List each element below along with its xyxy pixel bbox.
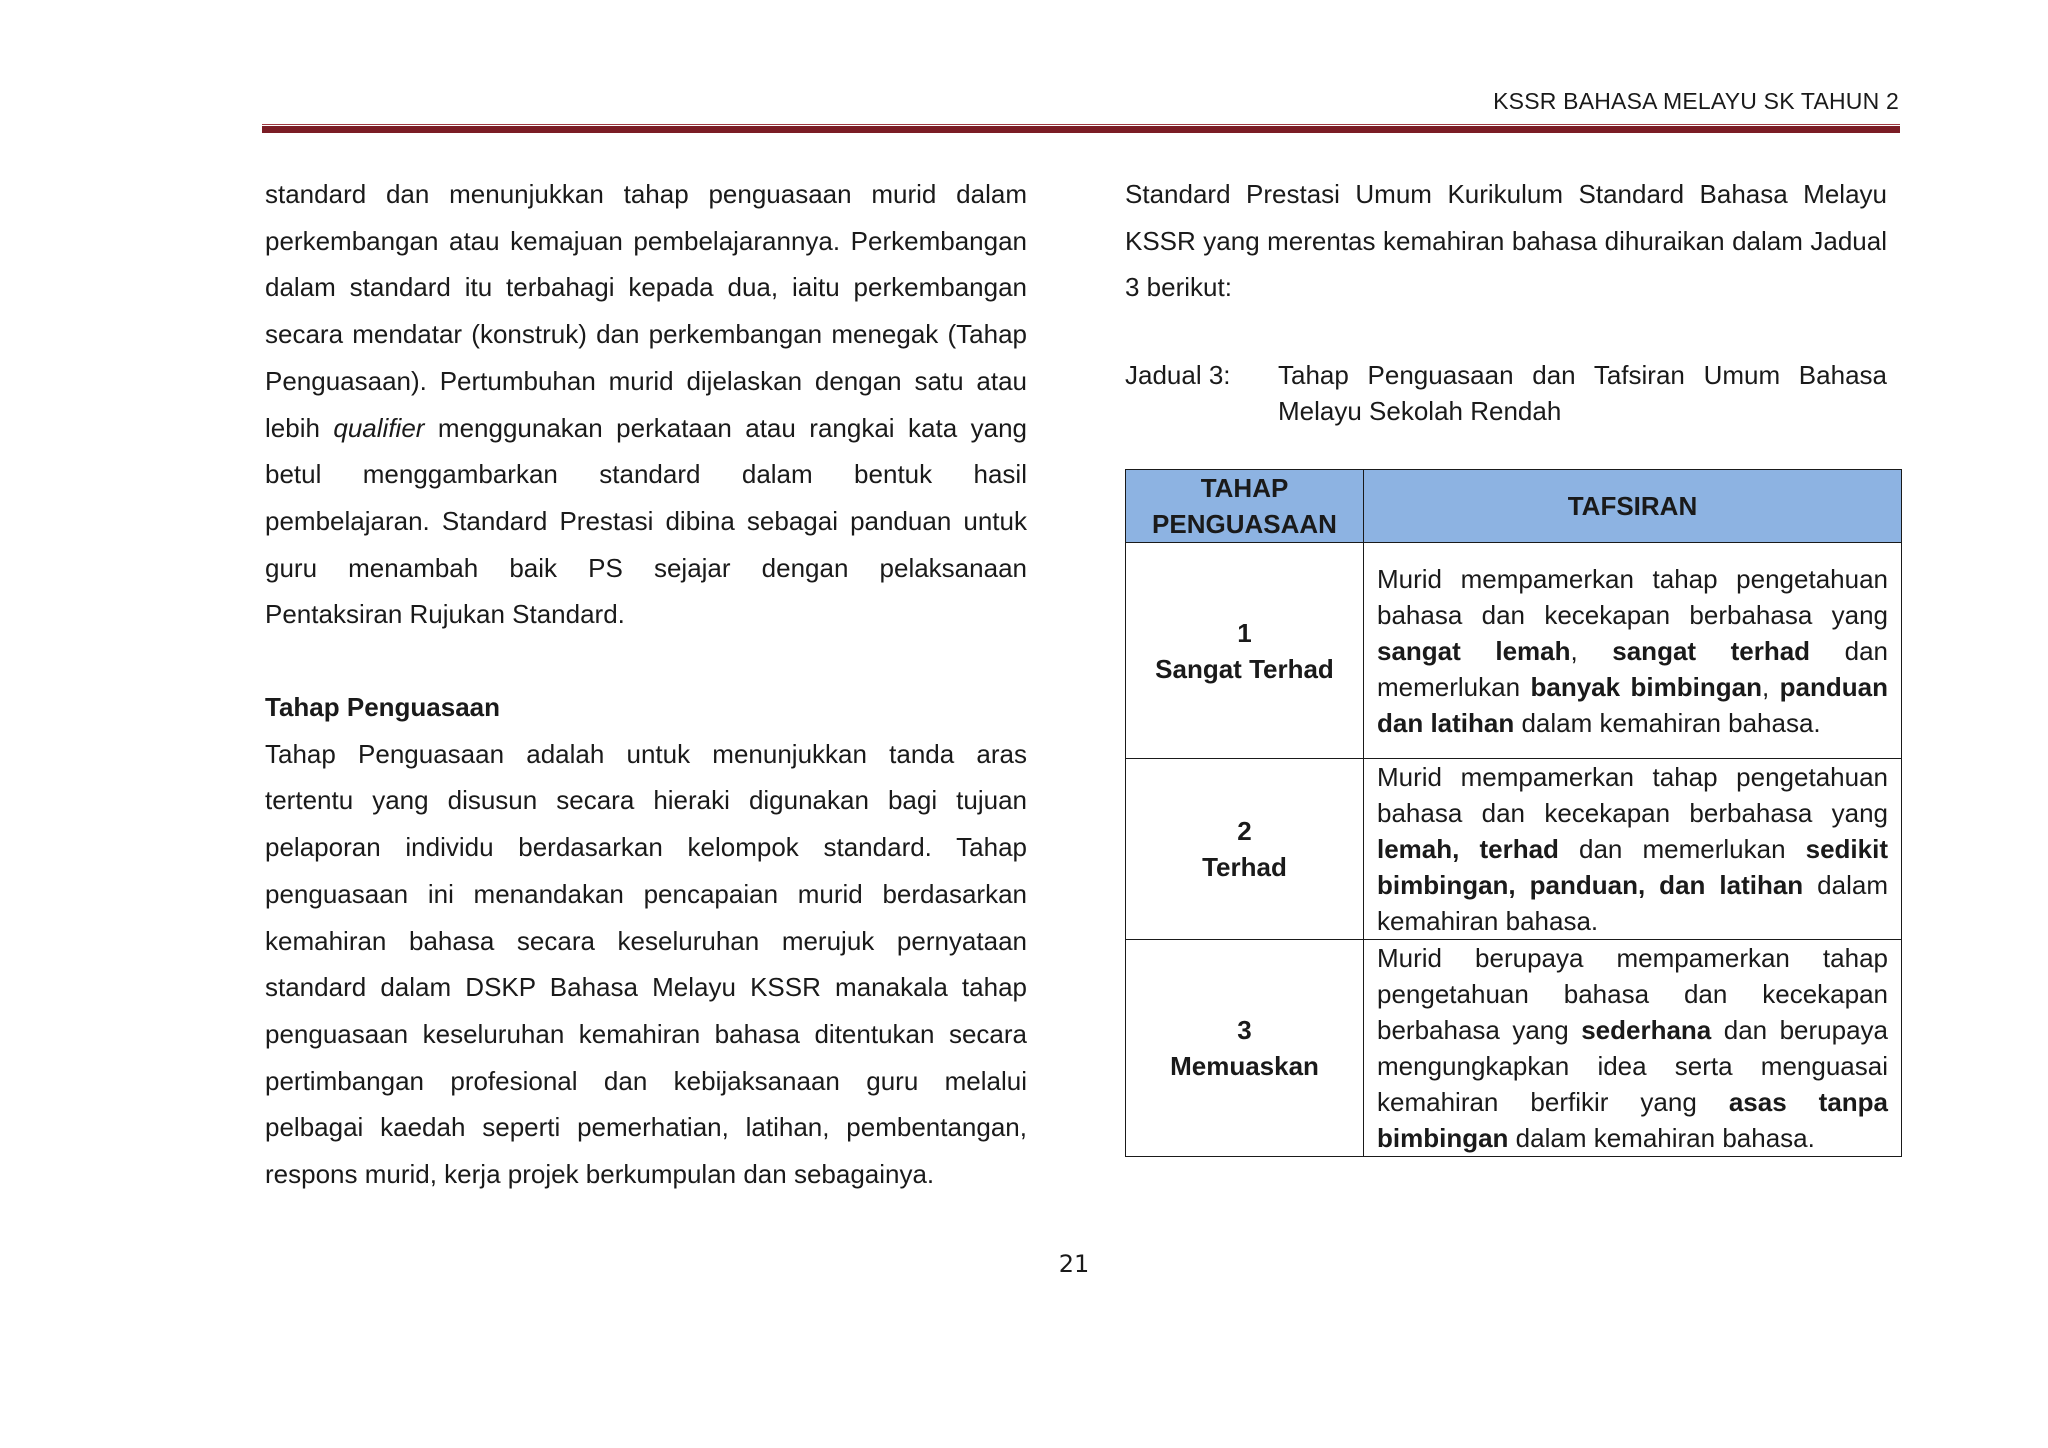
paragraph-text: menggunakan perkataan atau rangkai kata yang betul menggambarkan standard dalam bentuk hasil pembelajaran. Standard Prestasi dibina sebagai panduan untuk guru menambah baik PS sejajar dengan pelaksanaan Pentaksiran Rujukan Standard.	[265, 412, 1028, 630]
header-rule	[262, 124, 1900, 134]
table-intro-paragraph: Standard Prestasi Umum Kurikulum Standard Bahasa Melayu KSSR yang merentas kemahiran bahasa dihuraikan dalam Jadual 3 berikut:	[1125, 179, 1887, 303]
desc-bold: lemah, terhad	[1377, 834, 1559, 864]
desc-text: Murid berupaya mempamerkan tahap pengetahuan bahasa dan kecekapan berbahasa yang	[1377, 943, 1888, 1045]
desc-text: dan memerlukan	[1377, 635, 1888, 702]
desc-bold: sederhana	[1581, 1015, 1712, 1045]
desc-text: dalam kemahiran bahasa.	[1377, 870, 1888, 936]
level-number: 2	[1237, 816, 1252, 846]
left-column	[265, 171, 1027, 1198]
table-caption-text: Tahap Penguasaan dan Tafsiran Umum Bahasa Melayu Sekolah Rendah	[1278, 360, 1887, 426]
paragraph-tahap-penguasaan: Tahap Penguasaan adalah untuk menunjukkan tanda aras tertentu yang disusun secara hieraki digunakan bagi tujuan pelaporan individu berdasarkan kelompok standard. Tahap penguasaan ini menandakan pencapaian murid berdasarkan kemahiran bahasa secara keseluruhan merujuk pernyataan standard dalam DSKP Bahasa Melayu KSSR manakala tahap penguasaan keseluruhan kemahiran bahasa ditentukan secara pertimbangan profesional dan kebijaksanaan guru melalui pelbagai kaedah seperti pemerhatian, latihan, pembentangan, respons murid, kerja projek berkumpulan dan sebagainya.	[265, 738, 1027, 1190]
header-rule-thick	[262, 126, 1900, 133]
level-name: Terhad	[1202, 852, 1287, 882]
page-number: 21	[1058, 1250, 1090, 1278]
desc-bold: sedikit bimbingan, panduan, dan latihan	[1377, 834, 1888, 900]
table-caption	[1125, 357, 1887, 429]
desc-text: ,	[1761, 671, 1780, 702]
desc-text: Murid mempamerkan tahap pengetahuan bahasa dan kecekapan berbahasa yang	[1377, 762, 1888, 828]
level-number: 3	[1237, 1015, 1252, 1045]
header-tafsiran: TAFSIRAN	[1364, 470, 1902, 543]
desc-bold: sangat lemah	[1377, 635, 1571, 666]
paragraph-standard-prestasi	[265, 171, 1027, 638]
desc-text: dan memerlukan	[1558, 834, 1806, 864]
level-cell	[1126, 940, 1364, 1157]
desc-bold: panduan dan latihan	[1377, 671, 1888, 738]
description-cell	[1364, 759, 1902, 940]
table-row	[1126, 940, 1902, 1157]
description-cell	[1364, 543, 1902, 759]
qualifier-term: qualifier	[333, 412, 425, 443]
desc-text: ,	[1570, 635, 1613, 666]
desc-text: dalam kemahiran bahasa.	[1514, 707, 1821, 738]
table-caption-label: Jadual 3:	[1125, 360, 1231, 390]
level-cell	[1126, 543, 1364, 759]
desc-text: dalam kemahiran bahasa.	[1508, 1123, 1815, 1153]
right-column	[1125, 171, 1887, 311]
level-number: 1	[1237, 617, 1252, 648]
desc-bold: asas tanpa bimbingan	[1377, 1087, 1888, 1153]
desc-bold: sangat terhad	[1612, 635, 1811, 666]
desc-bold: banyak bimbingan	[1530, 671, 1762, 702]
paragraph-text: standard dan menunjukkan tahap penguasaan murid dalam perkembangan atau kemajuan pembelajarannya. Perkembangan dalam standard itu terbahagi kepada dua, iaitu perkembangan secara mendatar (konstruk) dan perkembangan menegak (Tahap Penguasaan). Pertumbuhan murid dijelaskan dengan satu atau lebih	[265, 179, 1027, 443]
desc-text: Murid mempamerkan tahap pengetahuan bahasa dan kecekapan berbahasa yang	[1377, 563, 1888, 630]
header-tahap-penguasaan: TAHAP PENGUASAAN	[1126, 470, 1364, 543]
table-row	[1126, 759, 1902, 940]
section-heading: Tahap Penguasaan	[265, 692, 501, 723]
level-name: Sangat Terhad	[1155, 653, 1334, 684]
tahap-penguasaan-table	[1125, 469, 1902, 1157]
description-cell	[1364, 940, 1902, 1157]
running-header: KSSR BAHASA MELAYU SK TAHUN 2	[1493, 88, 1899, 114]
header-rule-thin	[262, 124, 1900, 125]
table-row	[1126, 543, 1902, 759]
desc-text: dan berupaya mengungkapkan idea serta menguasai kemahiran berfikir yang	[1377, 1015, 1888, 1117]
level-name: Memuaskan	[1170, 1051, 1319, 1081]
level-cell	[1126, 759, 1364, 940]
table-header-row	[1126, 470, 1902, 543]
spacer	[265, 638, 1027, 684]
